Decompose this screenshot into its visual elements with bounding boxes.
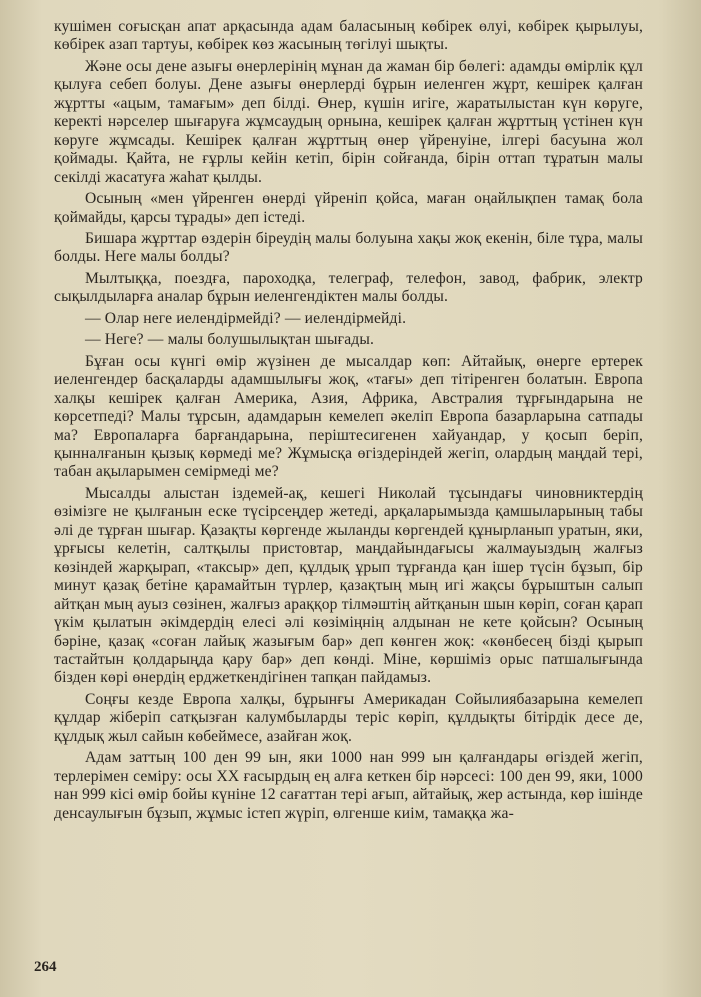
paragraph: Соңғы кезде Европа халқы, бұрынғы Америкадан Сойылиябазарына кемелеп құлдар жіберіп сатқызған калумбыларды теріс көріп, құлдықты бітірдік десе де, құлдық жыл сайын көбеймесе, азайған жоқ.	[54, 690, 643, 745]
paragraph: Адам заттың 100 ден 99 ын, яки 1000 нан 999 ын қалғандары өгіздей жегіп, терлерімен семіру: осы XX ғасырдың ең алға кеткен бір нәрсесі: 100 ден 99, яки, 1000 нан 999 кісі өмір бойы күніне 12 сағаттан тері ағып, айтайық, жер астында, көр ішінде денсаулығын бұзып, жұмыс істеп жүріп, өлгенше киім, тамаққа жа-	[54, 749, 643, 822]
paragraph: — Олар неге иелендірмейді? — иелендірмейді.	[85, 309, 407, 327]
paragraph: Мысалды алыстан іздемей-ақ, кешегі Николай тұсындағы чиновниктердің өзімізге не қылғанын еске түсірсеңдер жетеді, арқаларымызда қамшыларының табы әлі де тұрған шығар. Қазақты көргенде жыланды көргендей құнырланып уратын, яки, ұрғысы келетін, салтқылы пристовтар, маңдайындағысы жалмауыздың жалғыз көзіндей жарқырап, «таксыр» деп, құлдық ұрып тұрғанда қан ішер түсін бұзып, бір минут қазақ бетіне қарамайтын түрлер, қазақтың мың игі жақсы бұрыштын салып айтқан мың ауыз сөзінен, жалғыз араққор тілмәштің айтқанын шын көріп, соған қарап үкім қылатын әкімдердің елесі әлі көзіміңнің алдынан не кете қойсын? Осының бәріне, қазақ «соған лайық жазығым бар» деп көнген жоқ: «көнбесең бізді қырып тастайтын қолдарыңда қару бар» деп көнді. Міне, көршіміз орыс патшалығында бізден көрі өнердің ерджеткендігінен тапқан пайдамыз.	[54, 484, 643, 687]
paragraph: Бишара жұрттар өздерін біреудің малы болуына хақы жоқ екенін, біле тұра, малы болды. Неге малы болды?	[54, 229, 643, 266]
paragraph: Осының «мен үйренген өнерді үйреніп қойса, маған оңайлықпен тамақ бола қоймайды, қарсы тұрады» деп істеді.	[54, 190, 643, 226]
page-number: 264	[34, 959, 57, 975]
paragraph: Бұған осы күнгі өмір жүзінен де мысалдар көп: Айтайық, өнерге ертерек иеленгендер басқаларды адамшылығы жоқ, «тағы» деп тітіренген болатын. Европа халқы кешірек қалған Америка, Азия, Африка, Австралия тұрғындарына не көрсетпеді? Малы тұрсын, адамдарын кемелеп әкеліп Европа базарларына сатпады ма? Европаларға барғандарына, періштесигенен хайуандар, у қосып беріп, қынналғанын қызық көрмеді ме? Жұмысқа өгіздеріндей жегіп, олардың маңдай тері, табан ақыларымен семірмеді ме?	[54, 352, 643, 481]
paragraph: кушімен соғысқан апат арқасында адам баласының көбірек өлуі, көбірек қырылуы, көбірек азап тартуы, көбірек көз жасының төгілуі шықты.	[54, 18, 643, 54]
paragraph: — Неге? — малы болушылықтан шығады.	[85, 331, 375, 349]
paragraph: Және осы дене азығы өнерлерінің мұнан да жаман бір бөлегі: адамды өмірлік құл қылуға себеп болуы. Дене азығы өнерлерді бұрын иеленген жұрт, кешірек қалған жұртты «ацым, тамағым» деп білді. Өнер, күшін игіге, жаратылыстан күн көруге, керекті нәрселер шығаруға жұмсаудың орнына, кешірек қалған жұрттың үстінен күн көруге жұмсады. Кешірек қалған жұрттың өнер үйренуіне, ілгері басуына жол қоймады. Қайта, не ғұрлы кейін кетіп, бірін сойғанда, бірін оттап тұратын малы секілді жасатуға жаһат қылды.	[54, 57, 643, 186]
page-body	[54, 18, 643, 823]
paragraph: Мылтыққа, поездға, пароходқа, телеграф, телефон, завод, фабрик, электр сықылдыларға аналар бұрын иеленгендіктен малы болды.	[54, 269, 643, 306]
